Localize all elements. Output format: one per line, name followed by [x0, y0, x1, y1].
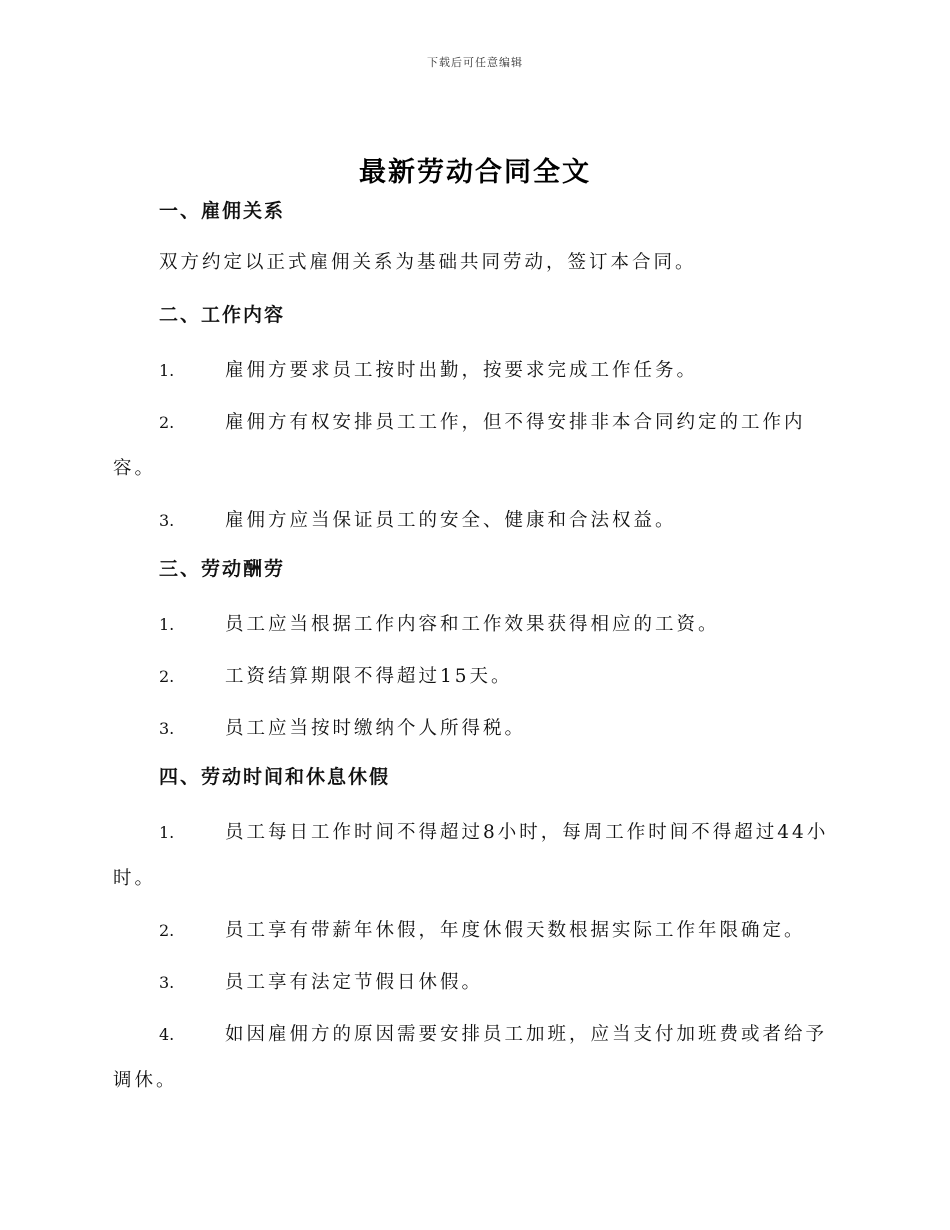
list-item: [113, 654, 837, 700]
section-heading-working-hours: 四、劳动时间和休息休假: [159, 766, 391, 788]
list-item: [113, 960, 837, 1006]
list-item: [113, 706, 837, 752]
section-heading-employment: 一、雇佣关系: [159, 200, 286, 222]
section-heading-remuneration: 三、劳动酬劳: [159, 558, 286, 580]
list-item-number: 1.: [159, 361, 175, 380]
list-item-number: 2.: [159, 921, 175, 940]
list-item: [113, 400, 837, 492]
list-item-number: 3.: [159, 973, 175, 992]
list-item-number: 2.: [159, 667, 175, 686]
list-item: [113, 810, 837, 902]
list-item-number: 3.: [159, 719, 175, 738]
list-item: [113, 1012, 837, 1104]
list-item-number: 1.: [159, 823, 175, 842]
list-item-number: 4.: [159, 1025, 175, 1044]
list-item-number: 1.: [159, 615, 175, 634]
section-heading-work-content: 二、工作内容: [159, 304, 286, 326]
list-item-number: 3.: [159, 511, 175, 530]
document-body: [113, 192, 837, 1110]
list-item-text: 员工应当按时缴纳个人所得税。: [225, 718, 527, 739]
list-item-text: 员工每日工作时间不得超过8小时，每周工作时间不得超过44小时。: [113, 822, 829, 889]
list-item: [113, 908, 837, 954]
list-item-text: 员工享有带薪年休假，年度休假天数根据实际工作年限确定。: [225, 920, 806, 941]
list-item-text: 雇佣方有权安排员工工作，但不得安排非本合同约定的工作内容。: [113, 412, 806, 479]
list-item-text: 工资结算期限不得超过15天。: [225, 666, 513, 687]
list-item-number: 2.: [159, 413, 175, 432]
list-item: [113, 348, 837, 394]
list-item: [113, 602, 837, 648]
list-item-text: 员工享有法定节假日休假。: [225, 972, 484, 993]
list-item-text: 雇佣方要求员工按时出勤，按要求完成工作任务。: [225, 360, 699, 381]
list-item-text: 如因雇佣方的原因需要安排员工加班，应当支付加班费或者给予调休。: [113, 1024, 828, 1091]
list-item-text: 员工应当根据工作内容和工作效果获得相应的工资。: [225, 614, 720, 635]
document-title: 最新劳动合同全文: [359, 157, 591, 188]
list-item: [113, 498, 837, 544]
list-item-text: 雇佣方应当保证员工的安全、健康和合法权益。: [225, 510, 677, 531]
section-paragraph-employment: 双方约定以正式雇佣关系为基础共同劳动，签订本合同。: [159, 252, 697, 273]
header-note: 下载后可任意编辑: [427, 56, 523, 69]
